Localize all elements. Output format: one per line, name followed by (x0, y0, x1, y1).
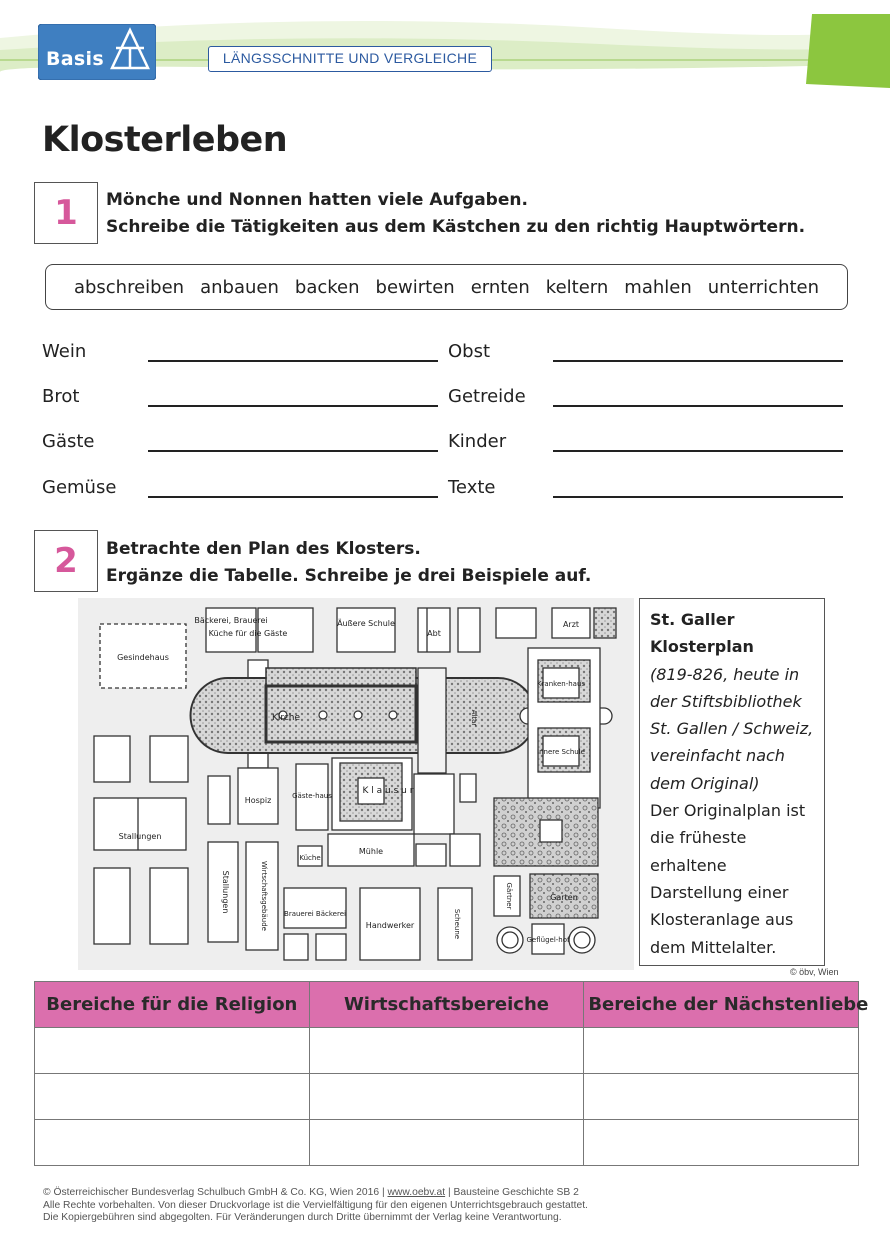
table-row (35, 1074, 859, 1120)
answer-line[interactable] (148, 405, 438, 407)
footer-line-1 (43, 1187, 588, 1200)
noun-row (0, 477, 890, 501)
task-2-instruction-line1: Betrachte den Plan des Klosters. (106, 539, 421, 559)
answer-line[interactable] (553, 496, 843, 498)
table-row (35, 1028, 859, 1074)
plan-label: Küche für die Gäste (208, 629, 288, 638)
info-title: Klosterplan (650, 637, 754, 657)
plan-label: Altar (470, 709, 478, 727)
plan-label: Abt (427, 629, 441, 638)
noun-label: Gäste (42, 431, 95, 452)
answer-line[interactable] (148, 450, 438, 452)
info-body-line: Darstellung einer (650, 882, 789, 902)
table-cell[interactable] (584, 1028, 859, 1074)
plan-label: Gesindehaus (117, 653, 169, 662)
table-cell[interactable] (35, 1120, 310, 1166)
info-body-line: die früheste (650, 828, 747, 848)
word-item: backen (294, 276, 360, 298)
table-cell[interactable] (35, 1028, 310, 1074)
noun-label: Kinder (448, 431, 507, 452)
plan-label: Wirtschaftsgebäude (260, 861, 268, 931)
page-title: Klosterleben (42, 120, 288, 160)
word-item: ernten (470, 276, 530, 298)
task-number-1: 1 (34, 182, 98, 244)
word-item: anbauen (200, 276, 279, 298)
info-italic-line: (819-826, heute in (650, 664, 800, 684)
plan-label: Mühle (358, 847, 384, 856)
answer-table (34, 981, 869, 1166)
word-item: unterrichten (707, 276, 820, 298)
footer-book-title: | Bausteine Geschichte SB 2 (445, 1187, 579, 1198)
plan-label: Stallungen (221, 870, 230, 914)
info-body-line: Klosteranlage aus (650, 910, 794, 930)
word-item: abschreiben (73, 276, 185, 298)
table-cell[interactable] (584, 1120, 859, 1166)
noun-label: Texte (448, 477, 496, 498)
plan-label: Innere Schule (537, 748, 585, 756)
info-italic-line: vereinfacht nach (650, 746, 785, 766)
noun-label: Obst (448, 341, 491, 362)
plan-label: Stallungen (118, 832, 162, 841)
noun-row (0, 431, 890, 455)
publisher-link[interactable]: www.oebv.at (387, 1187, 446, 1198)
word-box (45, 264, 848, 310)
task-1-instruction-line1: Mönche und Nonnen hatten viele Aufgaben. (106, 190, 528, 210)
footer-copyright: © Österreichischer Bundesverlag Schulbuch GmbH & Co. KG, Wien 2016 | (43, 1187, 388, 1198)
plan-label: Garten (550, 893, 578, 902)
monastery-plan (78, 598, 634, 970)
plan-label: Gäste-haus (292, 792, 332, 800)
plan-label: Kranken-haus (536, 680, 586, 688)
task-2-instruction-line2: Ergänze die Tabelle. Schreibe je drei Beispiele auf. (106, 566, 592, 586)
footer (43, 1187, 588, 1225)
series-label: LÄNGSSCHNITTE UND VERGLEICHE (208, 46, 492, 72)
task-number-2: 2 (34, 530, 98, 592)
noun-label: Wein (42, 341, 87, 362)
answer-line[interactable] (553, 405, 843, 407)
info-body-line: Der Originalplan ist (650, 801, 806, 821)
plan-label: Äußere Schule (337, 619, 395, 628)
table-header-row (35, 982, 859, 1028)
plan-label: Handwerker (365, 921, 415, 930)
info-italic-line: dem Original) (650, 773, 760, 793)
plan-label: Hospiz (244, 796, 272, 805)
word-item: bewirten (375, 276, 455, 298)
word-item: mahlen (624, 276, 692, 298)
answer-line[interactable] (553, 450, 843, 452)
info-italic-line: St. Gallen / Schweiz, (650, 719, 814, 739)
answer-line[interactable] (553, 360, 843, 362)
plan-label: Bäckerei, Brauerei (194, 616, 268, 625)
footer-line-2: Alle Rechte vorbehalten. Von dieser Druckvorlage ist die Vervielfältigung für den eigenen Unterrichtsgebrauch gestattet. (43, 1199, 588, 1211)
table-cell[interactable] (309, 1074, 584, 1120)
info-italic-line: der Stiftsbibliothek (650, 691, 802, 711)
noun-label: Gemüse (42, 477, 117, 498)
plan-label: Gärtner (505, 882, 513, 910)
info-body-line: erhaltene (650, 855, 727, 875)
answer-line[interactable] (148, 496, 438, 498)
table-cell[interactable] (35, 1074, 310, 1120)
plan-label: Küche (299, 854, 321, 862)
table-cell[interactable] (309, 1120, 584, 1166)
table-cell[interactable] (584, 1074, 859, 1120)
logo-text: Basis (46, 48, 104, 70)
plan-label: Kirche (271, 713, 301, 723)
noun-label: Brot (42, 386, 80, 407)
footer-line-3: Die Kopiergebühren sind abgegolten. Für Veränderungen durch Dritte übernimmt der Verlag keine Verantwortung. (43, 1212, 562, 1223)
answer-line[interactable] (148, 360, 438, 362)
column-header: Bereiche für die Religion (35, 982, 310, 1028)
plan-label: Arzt (562, 620, 580, 629)
column-header: Bereiche der Nächstenliebe (584, 982, 859, 1028)
plan-info-box (639, 598, 825, 966)
column-header: Wirtschaftsbereiche (309, 982, 584, 1028)
plan-label: K l a u s u r (362, 786, 414, 796)
image-credit: © öbv, Wien (790, 967, 839, 977)
noun-row (0, 386, 890, 410)
info-body-line: dem Mittelalter. (650, 937, 777, 957)
plan-label: Geflügel-hof (526, 936, 570, 944)
plan-label: Scheune (453, 908, 461, 940)
monastery-plan-drawing (78, 598, 634, 970)
table-row (35, 1120, 859, 1166)
task-1-instruction-line2: Schreibe die Tätigkeiten aus dem Kästchen zu den richtig Hauptwörtern. (106, 217, 806, 237)
info-title: St. Galler (650, 610, 735, 629)
table-cell[interactable] (309, 1028, 584, 1074)
word-item: keltern (545, 276, 609, 298)
noun-row (0, 341, 890, 365)
plan-label: Brauerei Bäckerei (284, 910, 346, 918)
noun-label: Getreide (448, 386, 526, 407)
